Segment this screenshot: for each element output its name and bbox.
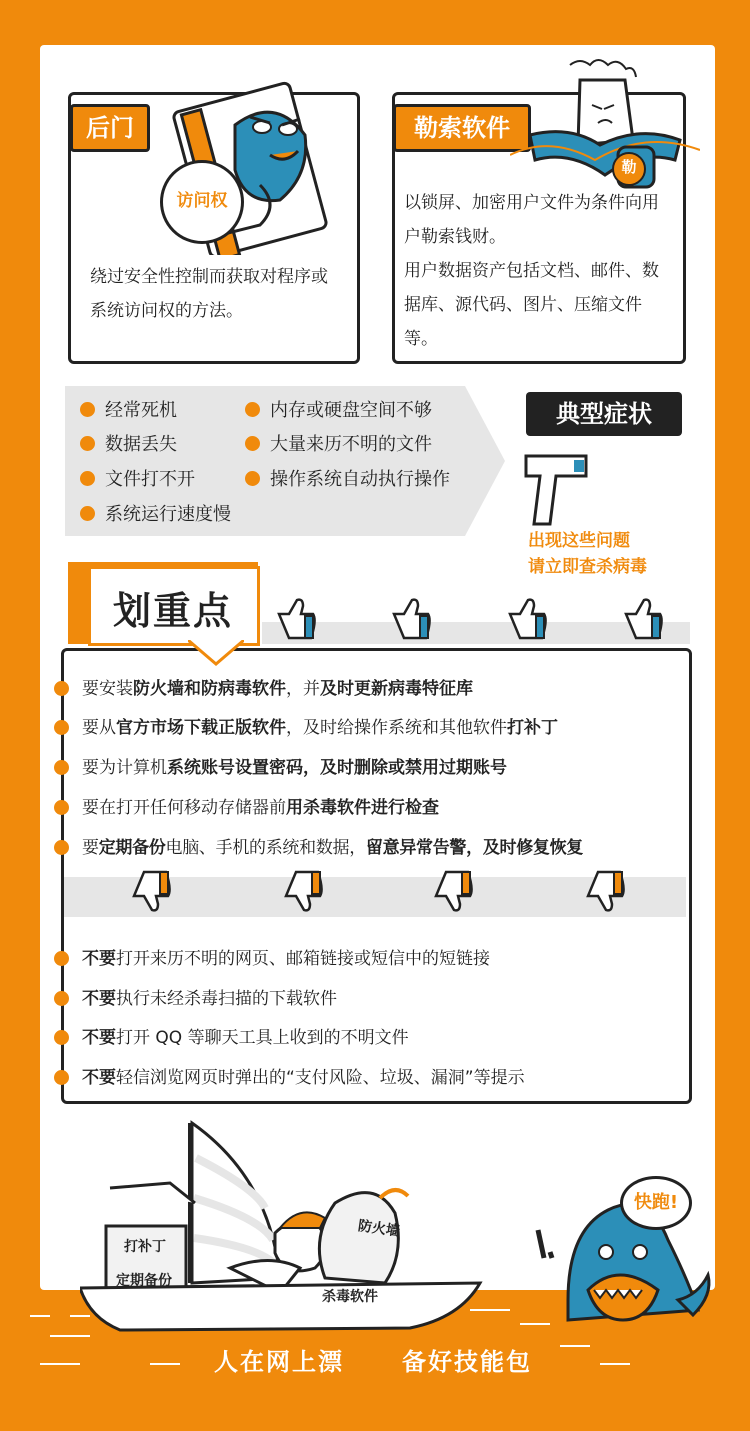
rule-dot (54, 681, 69, 696)
symptom-right-0: 内存或硬盘空间不够 (245, 394, 432, 428)
footer-slogan-left: 人在网上漂 (214, 1348, 344, 1376)
patch-box-line2: 定期备份 (116, 1273, 172, 1289)
symptoms-notice-line1: 出现这些问题 (528, 531, 630, 551)
rule-dot (54, 1070, 69, 1085)
bullet-dot (80, 506, 95, 521)
bullet-dot (245, 471, 260, 486)
symptom-right-2: 操作系统自动执行操作 (245, 463, 450, 497)
thumbs-up-icon (390, 596, 434, 642)
symptom-left-3: 系统运行速度慢 (80, 498, 231, 532)
rule-dot (54, 760, 69, 775)
dont-rule-3: 不要轻信浏览网页时弹出的“支付风险、垃圾、漏洞”等提示 (82, 1068, 525, 1088)
rule-dot (54, 800, 69, 815)
patch-box-line1: 打补丁 (124, 1239, 166, 1255)
bullet-dot (80, 402, 95, 417)
rule-dot (54, 991, 69, 1006)
symptoms-title: 典型症状 (526, 392, 682, 436)
ransomware-description-1: 以锁屏、加密用户文件为条件向用户勒索钱财。 (404, 193, 659, 247)
symptom-left-1: 数据丢失 (80, 428, 177, 462)
rule-dot (54, 720, 69, 735)
symptom-right-1: 大量来历不明的文件 (245, 428, 432, 462)
thumbs-down-icon (282, 868, 326, 914)
bullet-dot (80, 436, 95, 451)
thermometer-gun-icon (520, 448, 600, 528)
do-rule-1: 要从官方市场下载正版软件，及时给操作系统和其他软件打补丁 (82, 718, 558, 738)
firewall-sack-label: 防火墙 (356, 1218, 401, 1240)
title-pointer-icon (188, 640, 244, 666)
keypoints-title: 划重点 (112, 589, 233, 633)
dont-rule-1: 不要执行未经杀毒扫描的下载软件 (82, 989, 337, 1009)
bullet-dot (80, 471, 95, 486)
ransomware-tag: 勒索软件 (393, 104, 531, 152)
rule-dot (54, 840, 69, 855)
bullet-dot (245, 436, 260, 451)
dont-rule-0: 不要打开来历不明的网页、邮箱链接或短信中的短链接 (82, 949, 490, 969)
dont-rule-2: 不要打开 QQ 等聊天工具上收到的不明文件 (82, 1028, 409, 1048)
symptom-left-0: 经常死机 (80, 394, 177, 428)
thumbs-up-icon (275, 596, 319, 642)
rule-dot (54, 951, 69, 966)
do-rule-2: 要为计算机系统账号设置密码，及时删除或禁用过期账号 (82, 758, 507, 778)
shark-speech-text: 快跑! (633, 1192, 679, 1213)
symptoms-notice-line2: 请立即查杀病毒 (528, 557, 647, 577)
backdoor-description: 绕过安全性控制而获取对程序或系统访问权的方法。 (90, 267, 328, 321)
thumbs-up-icon (622, 596, 666, 642)
symptom-left-2: 文件打不开 (80, 463, 195, 497)
access-badge-label: 访问权 (176, 191, 228, 211)
bullet-dot (245, 402, 260, 417)
do-rule-3: 要在打开任何移动存储器前用杀毒软件进行检查 (82, 798, 439, 818)
do-rule-0: 要安装防火墙和防病毒软件，并及时更新病毒特征库 (82, 679, 473, 699)
do-rule-4: 要定期备份电脑、手机的系统和数据，留意异常告警，及时修复恢复 (82, 838, 584, 858)
thumbs-up-icon (506, 596, 550, 642)
ransom-character-illustration (510, 55, 700, 195)
rule-dot (54, 1030, 69, 1045)
thumbs-down-icon (584, 868, 628, 914)
antivirus-hull-label: 杀毒软件 (322, 1289, 378, 1305)
thumbs-down-icon (432, 868, 476, 914)
backdoor-tag: 后门 (70, 104, 150, 152)
thumbs-down-icon (130, 868, 174, 914)
ransomware-description-2: 用户数据资产包括文档、邮件、数据库、源代码、图片、压缩文件等。 (404, 261, 659, 349)
footer-slogan-right: 备好技能包 (402, 1348, 532, 1376)
ransom-badge-label: 勒 (621, 158, 637, 176)
